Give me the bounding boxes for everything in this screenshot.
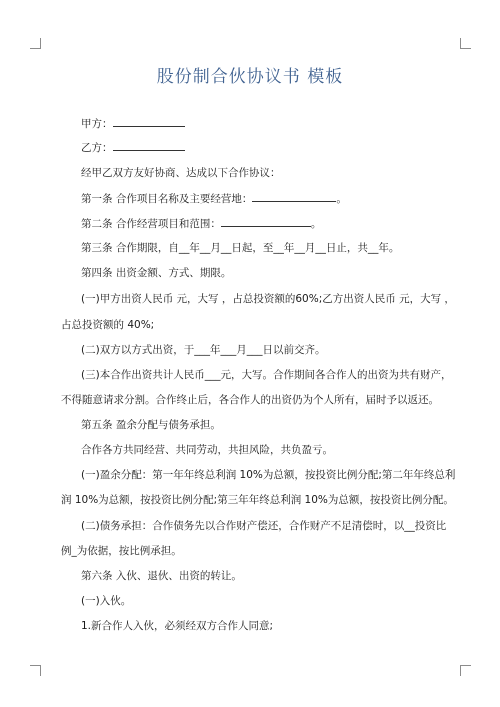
crop-mark-top-right bbox=[460, 38, 471, 49]
article-5-clause-2b: 例_为依据，按比例承担。 bbox=[61, 545, 182, 557]
article-1-blank bbox=[252, 191, 336, 202]
party-a-line bbox=[81, 116, 185, 131]
article-4-clause-3a: (三)本合作出资共计人民币___元，大写。合作期间各合作人的出资为共有财产， bbox=[81, 369, 452, 381]
party-a-blank bbox=[113, 116, 185, 127]
party-b-label: 乙方： bbox=[81, 142, 113, 154]
article-4-clause-2: (二)双方以方式出资，于___年___月___日以前交齐。 bbox=[81, 344, 326, 356]
article-5: 第五条 盈余分配与债务承担。 bbox=[81, 419, 221, 431]
article-6-clause-1: (一)入伙。 bbox=[81, 595, 132, 607]
article-2-label: 第二条 合作经营项目和范围： bbox=[81, 218, 221, 230]
article-5-intro: 合作各方共同经营、共同劳动，共担风险，共负盈亏。 bbox=[81, 444, 333, 456]
crop-mark-bottom-right bbox=[460, 665, 471, 676]
article-6: 第六条 入伙、退伙、出资的转让。 bbox=[81, 570, 242, 582]
article-5-clause-1b: 润 10%为总额，按投资比例分配;第三年年终总利润 10%为总额，按投资比例分配。 bbox=[61, 494, 454, 506]
article-2 bbox=[81, 216, 321, 231]
article-3: 第三条 合作期限，自__年__月__日起，至__年__月__日止，共__年。 bbox=[81, 242, 400, 254]
party-b-blank bbox=[113, 140, 185, 151]
document-title: 股份制合伙协议书 模板 bbox=[156, 67, 344, 87]
article-1-label: 第一条 合作项目名称及主要经营地： bbox=[81, 193, 253, 205]
article-2-blank bbox=[221, 216, 311, 227]
crop-mark-bottom-left bbox=[30, 665, 41, 676]
article-5-clause-1a: (一)盈余分配：第一年年终总利润 10%为总额，按投资比例分配;第二年年终总利 bbox=[81, 469, 456, 481]
article-1-end: 。 bbox=[336, 193, 347, 205]
article-4-clause-1b: 占总投资额的 40%; bbox=[61, 319, 155, 331]
preamble: 经甲乙双方友好协商、达成以下合作协议： bbox=[81, 167, 281, 179]
article-5-clause-2a: (二)债务承担：合作债务先以合作财产偿还，合作财产不足清偿时，以__投资比 bbox=[81, 520, 447, 532]
party-b-line bbox=[81, 140, 185, 155]
article-4-clause-1a: (一)甲方出资人民币 元，大写 ，占总投资额的60%;乙方出资人民币 元，大写 ， bbox=[81, 293, 455, 305]
article-4-clause-3b: 不得随意请求分割。合作终止后，各合作人的出资仍为个人所有，届时予以返还。 bbox=[61, 394, 439, 406]
crop-mark-top-left bbox=[30, 38, 41, 49]
article-4: 第四条 出资金额、方式、期限。 bbox=[81, 267, 232, 279]
article-6-clause-1-item-1: 1.新合作人入伙，必须经双方合作人同意; bbox=[81, 620, 274, 632]
article-2-end: 。 bbox=[310, 218, 322, 230]
article-1 bbox=[81, 191, 347, 206]
party-a-label: 甲方： bbox=[81, 118, 113, 130]
